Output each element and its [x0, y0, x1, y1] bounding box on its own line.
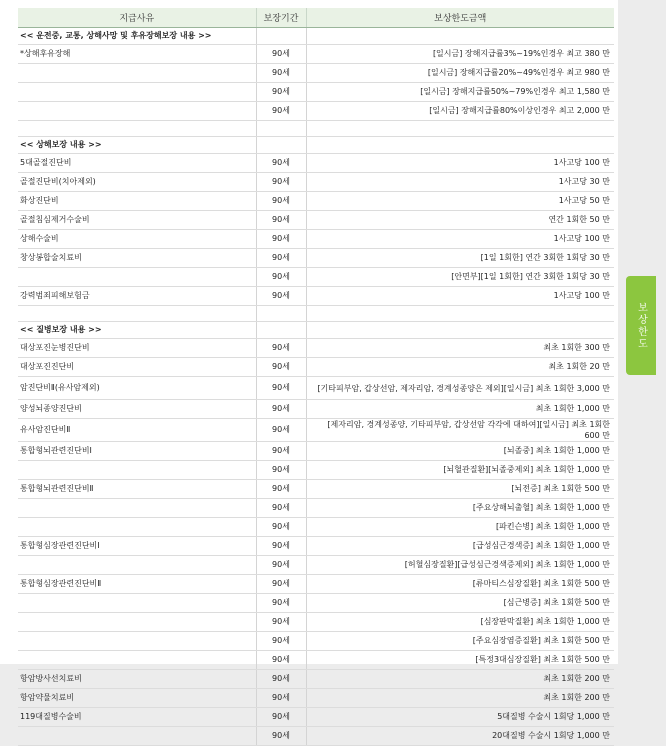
coverage-period-cell: 90세 [256, 651, 306, 670]
coverage-period-cell: 90세 [256, 400, 306, 419]
limit-amount-cell: [일시금] 장해지급률3%~19%인경우 최고 380 만 [306, 45, 614, 64]
table-row [18, 537, 614, 556]
limit-amount-cell [306, 322, 614, 339]
coverage-period-cell: 90세 [256, 556, 306, 575]
payment-reason-cell [18, 727, 256, 746]
coverage-period-cell: 90세 [256, 537, 306, 556]
coverage-period-cell: 90세 [256, 154, 306, 173]
header-coverage-period: 보장기간 [256, 8, 306, 28]
coverage-period-cell: 90세 [256, 670, 306, 689]
header-payment-reason: 지급사유 [18, 8, 256, 28]
table-row [18, 556, 614, 575]
payment-reason-cell [18, 651, 256, 670]
limit-amount-cell: 최초 1회한 200 만 [306, 670, 614, 689]
payment-reason-cell: 항암방사선치료비 [18, 670, 256, 689]
coverage-period-cell: 90세 [256, 339, 306, 358]
payment-reason-cell [18, 64, 256, 83]
limit-amount-cell: [뇌전증] 최초 1회한 500 만 [306, 480, 614, 499]
table-header-row [18, 8, 614, 28]
payment-reason-cell [18, 268, 256, 287]
limit-amount-cell: 1사고당 30 만 [306, 173, 614, 192]
coverage-period-cell: 90세 [256, 594, 306, 613]
table-row [18, 173, 614, 192]
limit-amount-cell: 1사고당 100 만 [306, 287, 614, 306]
payment-reason-cell: 상해수술비 [18, 230, 256, 249]
limit-amount-cell: 최초 1회한 1,000 만 [306, 400, 614, 419]
coverage-period-cell: 90세 [256, 461, 306, 480]
table-row [18, 708, 614, 727]
payment-reason-cell [18, 632, 256, 651]
limit-amount-cell: 최초 1회한 200 만 [306, 689, 614, 708]
table-row [18, 461, 614, 480]
table-row [18, 377, 614, 400]
coverage-period-cell: 90세 [256, 173, 306, 192]
table-body [18, 28, 614, 746]
spacer-row [18, 121, 614, 137]
table-row [18, 211, 614, 230]
coverage-period-cell: 90세 [256, 102, 306, 121]
payment-reason-cell: 강력범죄피해보험금 [18, 287, 256, 306]
table-row [18, 651, 614, 670]
table-row [18, 230, 614, 249]
coverage-period-cell [256, 137, 306, 154]
coverage-period-cell: 90세 [256, 442, 306, 461]
payment-reason-cell: 양성뇌종양진단비 [18, 400, 256, 419]
limit-amount-cell: 최초 1회한 20 만 [306, 358, 614, 377]
limit-amount-cell: [심장판막질환] 최초 1회한 1,000 만 [306, 613, 614, 632]
payment-reason-cell: 통합형심장관련진단비Ⅱ [18, 575, 256, 594]
payment-reason-cell [18, 556, 256, 575]
coverage-period-cell: 90세 [256, 632, 306, 651]
table-row [18, 102, 614, 121]
table-row [18, 575, 614, 594]
coverage-table [18, 8, 614, 746]
table-row [18, 499, 614, 518]
table-row [18, 268, 614, 287]
coverage-period-cell: 90세 [256, 518, 306, 537]
table-row [18, 442, 614, 461]
table-row [18, 419, 614, 442]
coverage-period-cell: 90세 [256, 268, 306, 287]
table-row [18, 192, 614, 211]
coverage-period-cell: 90세 [256, 499, 306, 518]
limit-amount-cell: [특정3대심장질환] 최초 1회한 500 만 [306, 651, 614, 670]
coverage-period-cell: 90세 [256, 211, 306, 230]
table-row [18, 64, 614, 83]
side-tab-label: 보상한도 [635, 301, 647, 350]
section-header-row [18, 137, 614, 154]
limit-amount-cell: 연간 1회한 50 만 [306, 211, 614, 230]
coverage-period-cell: 90세 [256, 45, 306, 64]
section-header-row [18, 322, 614, 339]
coverage-period-cell: 90세 [256, 64, 306, 83]
limit-amount-cell [306, 28, 614, 45]
limit-amount-cell: [제자리암, 경계성종양, 기타피부암, 갑상선암 각각에 대하여][일시금] 최초 1회한 600 만 [306, 419, 614, 442]
limit-amount-cell: [뇌혈관질환][뇌졸중제외] 최초 1회한 1,000 만 [306, 461, 614, 480]
coverage-period-cell [256, 121, 306, 137]
payment-reason-cell: *상해후유장해 [18, 45, 256, 64]
table-row [18, 518, 614, 537]
limit-amount-cell: [심근병증] 최초 1회한 500 만 [306, 594, 614, 613]
payment-reason-cell [18, 613, 256, 632]
table-row [18, 287, 614, 306]
coverage-period-cell: 90세 [256, 727, 306, 746]
limit-amount-cell: [급성심근경색증] 최초 1회한 1,000 만 [306, 537, 614, 556]
coverage-period-cell: 90세 [256, 480, 306, 499]
section-title: << 상해보장 내용 >> [18, 137, 256, 154]
coverage-period-cell: 90세 [256, 192, 306, 211]
table-row [18, 45, 614, 64]
table-row [18, 670, 614, 689]
header-limit-amount: 보상한도금액 [306, 8, 614, 28]
payment-reason-cell [18, 102, 256, 121]
payment-reason-cell [18, 518, 256, 537]
limit-amount-cell: [일시금] 장해지급률80%이상인경우 최고 2,000 만 [306, 102, 614, 121]
limit-amount-cell: [안면부][1일 1회한] 연간 3회한 1회당 30 만 [306, 268, 614, 287]
payment-reason-cell [18, 461, 256, 480]
section-title: << 질병보장 내용 >> [18, 322, 256, 339]
table-row [18, 154, 614, 173]
payment-reason-cell: 대상포진진단비 [18, 358, 256, 377]
limit-amount-cell: 최초 1회한 300 만 [306, 339, 614, 358]
table-row [18, 594, 614, 613]
limit-amount-cell: [기타피부암, 갑상선암, 제자리암, 경계성종양은 제외][일시금] 최초 1회한 3,000 만 [306, 377, 614, 400]
payment-reason-cell [18, 499, 256, 518]
limit-amount-cell: [뇌졸중] 최초 1회한 1,000 만 [306, 442, 614, 461]
coverage-period-cell: 90세 [256, 377, 306, 400]
coverage-period-cell: 90세 [256, 230, 306, 249]
payment-reason-cell: 119대질병수술비 [18, 708, 256, 727]
limit-amount-cell: 20대질병 수술시 1회당 1,000 만 [306, 727, 614, 746]
coverage-period-cell: 90세 [256, 689, 306, 708]
coverage-period-cell [256, 322, 306, 339]
table-row [18, 358, 614, 377]
table-row [18, 689, 614, 708]
coverage-period-cell: 90세 [256, 358, 306, 377]
payment-reason-cell [18, 121, 256, 137]
limit-amount-cell: [주요심장염증질환] 최초 1회한 500 만 [306, 632, 614, 651]
section-header-row [18, 28, 614, 45]
payment-reason-cell: 통합형뇌관련진단비Ⅱ [18, 480, 256, 499]
table-row [18, 613, 614, 632]
table-row [18, 727, 614, 746]
coverage-period-cell: 90세 [256, 613, 306, 632]
limit-amount-cell: 1사고당 100 만 [306, 154, 614, 173]
table-row [18, 83, 614, 102]
table-row [18, 632, 614, 651]
payment-reason-cell: 암진단비Ⅱ(유사암제외) [18, 377, 256, 400]
payment-reason-cell [18, 594, 256, 613]
limit-amount-cell [306, 306, 614, 322]
coverage-period-cell [256, 28, 306, 45]
table-row [18, 400, 614, 419]
spacer-row [18, 306, 614, 322]
limit-amount-cell: 5대질병 수술시 1회당 1,000 만 [306, 708, 614, 727]
payment-reason-cell: 통합형심장관련진단비Ⅰ [18, 537, 256, 556]
table-row [18, 249, 614, 268]
payment-reason-cell [18, 306, 256, 322]
limit-amount-cell [306, 121, 614, 137]
limit-amount-cell: [주요상해뇌출혈] 최초 1회한 1,000 만 [306, 499, 614, 518]
coverage-period-cell: 90세 [256, 83, 306, 102]
coverage-limit-side-tab[interactable] [626, 276, 656, 375]
payment-reason-cell: 골절침심제거수술비 [18, 211, 256, 230]
limit-amount-cell: 1사고당 100 만 [306, 230, 614, 249]
coverage-period-cell [256, 306, 306, 322]
coverage-period-cell: 90세 [256, 708, 306, 727]
payment-reason-cell: 5대골절진단비 [18, 154, 256, 173]
limit-amount-cell [306, 137, 614, 154]
payment-reason-cell: 대상포진눈병진단비 [18, 339, 256, 358]
payment-reason-cell: 항암약물치료비 [18, 689, 256, 708]
coverage-period-cell: 90세 [256, 575, 306, 594]
payment-reason-cell [18, 83, 256, 102]
table-row [18, 339, 614, 358]
limit-amount-cell: [류마티스심장질환] 최초 1회한 500 만 [306, 575, 614, 594]
coverage-period-cell: 90세 [256, 287, 306, 306]
payment-reason-cell: 유사암진단비Ⅱ [18, 419, 256, 442]
table-row [18, 480, 614, 499]
payment-reason-cell: 골절진단비(치아제외) [18, 173, 256, 192]
limit-amount-cell: [일시금] 장해지급률50%~79%인경우 최고 1,580 만 [306, 83, 614, 102]
coverage-period-cell: 90세 [256, 419, 306, 442]
payment-reason-cell: 통합형뇌관련진단비Ⅰ [18, 442, 256, 461]
payment-reason-cell: 창상봉합술치료비 [18, 249, 256, 268]
limit-amount-cell: 1사고당 50 만 [306, 192, 614, 211]
coverage-period-cell: 90세 [256, 249, 306, 268]
payment-reason-cell: 화상진단비 [18, 192, 256, 211]
limit-amount-cell: [허혈심장질환][급성심근경색증제외] 최초 1회한 1,000 만 [306, 556, 614, 575]
limit-amount-cell: [1일 1회한] 연간 3회한 1회당 30 만 [306, 249, 614, 268]
limit-amount-cell: [일시금] 장해지급률20%~49%인경우 최고 980 만 [306, 64, 614, 83]
section-title: << 운전중, 교통, 상해사망 및 후유장해보장 내용 >> [18, 28, 256, 45]
limit-amount-cell: [파킨슨병] 최초 1회한 1,000 만 [306, 518, 614, 537]
